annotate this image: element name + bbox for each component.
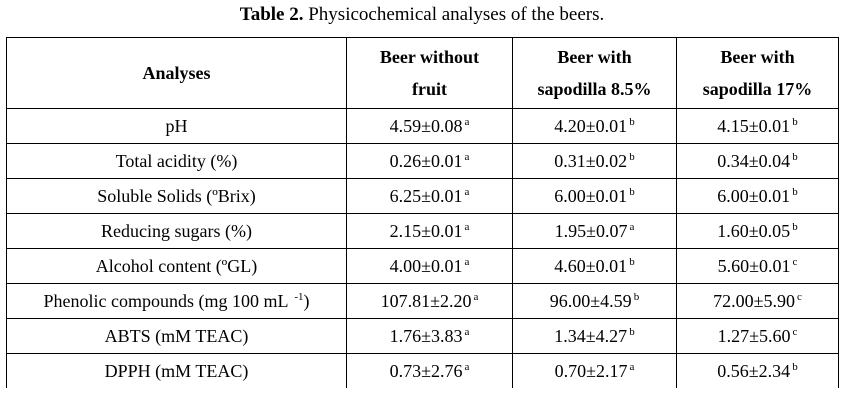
table-row xyxy=(7,249,839,284)
cell-value: 1.34±4.27 $^b$ xyxy=(513,319,677,354)
cell-value: 6.25±0.01 $^a$ xyxy=(347,179,513,214)
row-label: Total acidity (%) xyxy=(7,144,347,179)
cell-value: 4.00±0.01 $^a$ xyxy=(347,249,513,284)
table-row xyxy=(7,354,839,389)
cell-value: 2.15±0.01 $^a$ xyxy=(347,214,513,249)
header-col3-line2: sapodilla 17% xyxy=(702,79,813,99)
header-col3-line1: Beer with xyxy=(720,47,795,67)
row-label: ABTS (mM TEAC) xyxy=(7,319,347,354)
cell-value: 96.00±4.59 $^b$ xyxy=(513,284,677,319)
header-col2-line2: sapodilla 8.5% xyxy=(537,79,652,99)
header-col1-line1: Beer without xyxy=(379,47,480,67)
cell-value: 0.56±2.34 $^b$ xyxy=(677,354,839,389)
table-caption xyxy=(0,4,844,26)
table-row xyxy=(7,284,839,319)
cell-value: 4.59±0.08 $^a$ xyxy=(347,109,513,144)
header-beer-sapodilla-17 xyxy=(677,38,839,109)
cell-value: 1.60±0.05 $^b$ xyxy=(677,214,839,249)
cell-value: 0.73±2.76 $^a$ xyxy=(347,354,513,389)
cell-value: 1.27±5.60 $^c$ xyxy=(677,319,839,354)
row-label: Phenolic compounds (mg 100 mL $^{-1}$) xyxy=(7,284,347,319)
table-header-row xyxy=(7,38,839,109)
cell-value: 0.26±0.01 $^a$ xyxy=(347,144,513,179)
physicochemical-table xyxy=(6,37,839,388)
header-col1-line2: fruit xyxy=(412,79,447,99)
cell-value: 0.70±2.17 $^a$ xyxy=(513,354,677,389)
table-caption-label: Table 2. xyxy=(239,4,304,25)
cell-value: 0.34±0.04 $^b$ xyxy=(677,144,839,179)
header-beer-without-fruit xyxy=(347,38,513,109)
table-row xyxy=(7,109,839,144)
cell-value: 1.76±3.83 $^a$ xyxy=(347,319,513,354)
row-label: Soluble Solids (ºBrix) xyxy=(7,179,347,214)
cell-value: 72.00±5.90 $^c$ xyxy=(677,284,839,319)
cell-value: 4.60±0.01 $^b$ xyxy=(513,249,677,284)
table-row xyxy=(7,144,839,179)
cell-value: 6.00±0.01 $^b$ xyxy=(513,179,677,214)
cell-value: 1.95±0.07 $^a$ xyxy=(513,214,677,249)
cell-value: 0.31±0.02 $^b$ xyxy=(513,144,677,179)
cell-value: 6.00±0.01 $^b$ xyxy=(677,179,839,214)
cell-value: 4.20±0.01 $^b$ xyxy=(513,109,677,144)
table-caption-text: Physicochemical analyses of the beers. xyxy=(303,4,605,25)
header-col2-line1: Beer with xyxy=(557,47,632,67)
row-label: pH xyxy=(7,109,347,144)
row-label: Reducing sugars (%) xyxy=(7,214,347,249)
cell-value: 107.81±2.20 $^a$ xyxy=(347,284,513,319)
row-label: DPPH (mM TEAC) xyxy=(7,354,347,389)
header-analyses: Analyses xyxy=(7,38,347,109)
table-row xyxy=(7,179,839,214)
table-row xyxy=(7,214,839,249)
header-beer-sapodilla-8-5 xyxy=(513,38,677,109)
table-row xyxy=(7,319,839,354)
cell-value: 5.60±0.01 $^c$ xyxy=(677,249,839,284)
row-label: Alcohol content (ºGL) xyxy=(7,249,347,284)
cell-value: 4.15±0.01 $^b$ xyxy=(677,109,839,144)
